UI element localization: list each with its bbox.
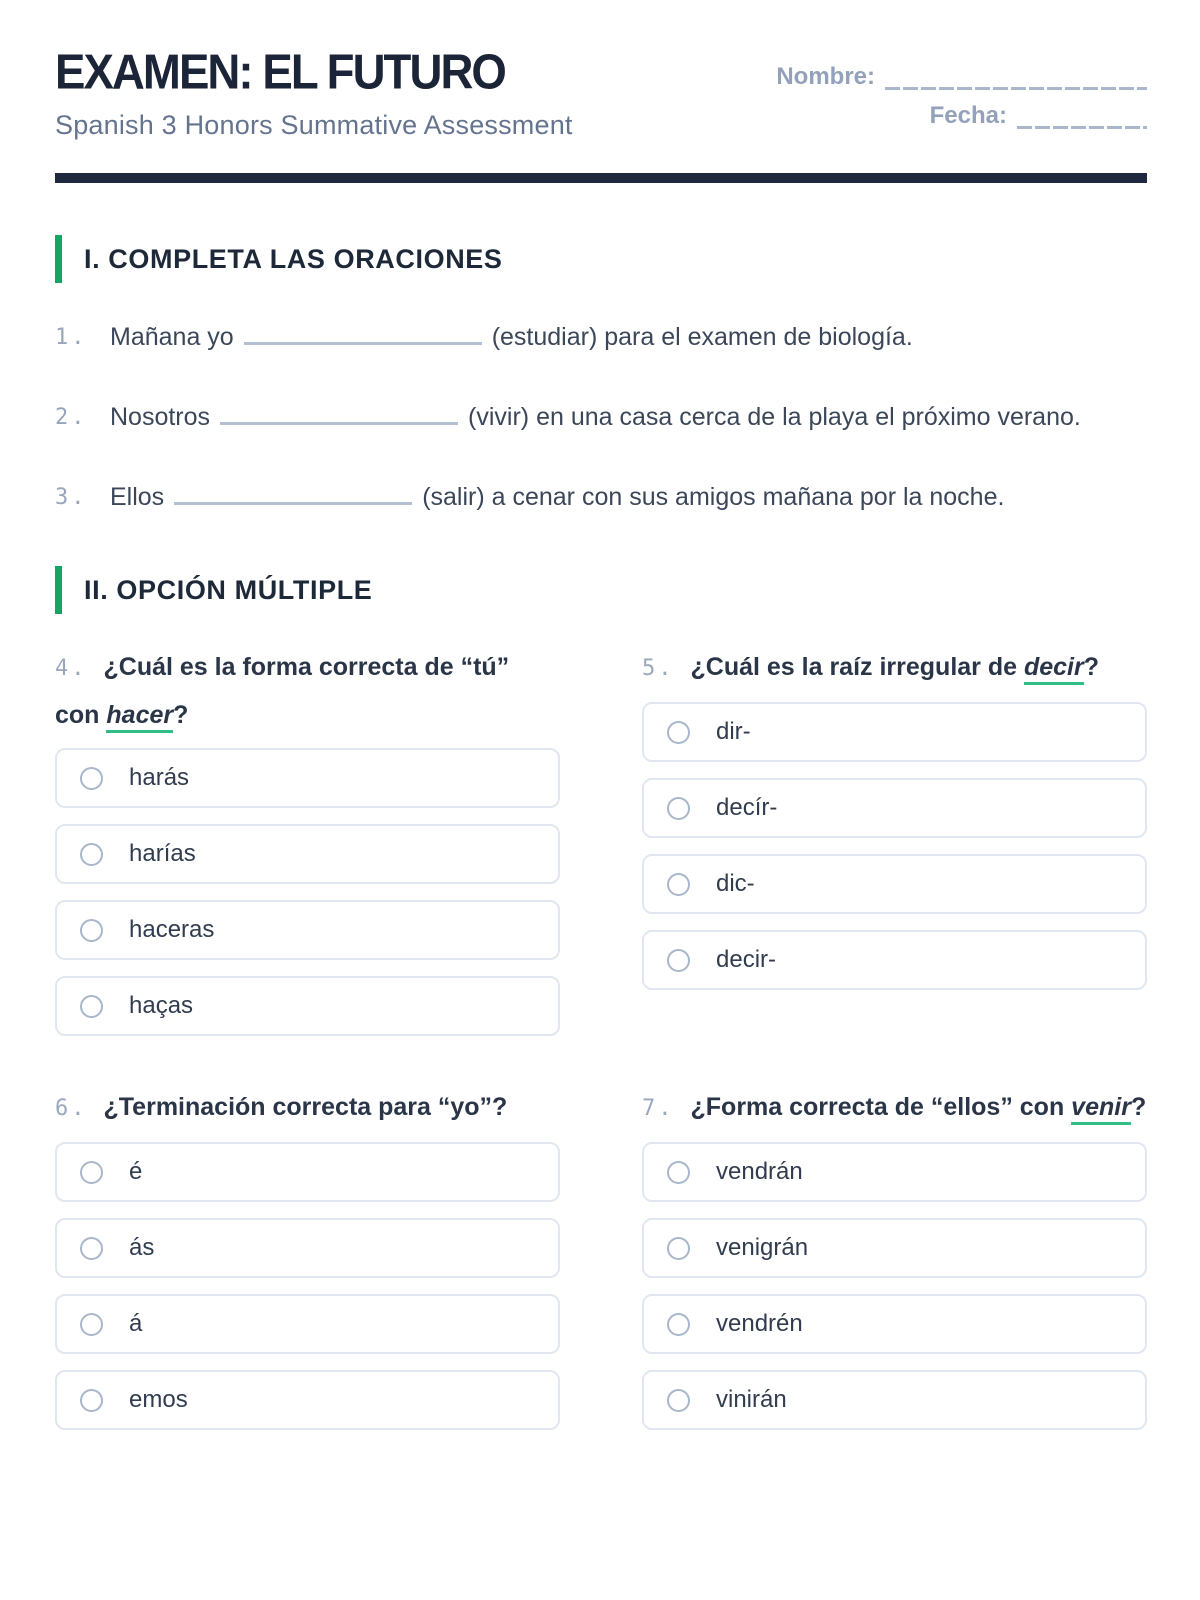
radio-icon[interactable] <box>80 919 103 942</box>
question-text-before: ¿Cuál es la raíz irregular de <box>690 653 1024 681</box>
section-accent-bar-icon <box>55 566 62 614</box>
section-accent-bar-icon <box>55 235 62 283</box>
option-row-q5-3[interactable] <box>642 930 1147 990</box>
fill-in-question <box>55 315 1147 360</box>
radio-icon[interactable] <box>80 1389 103 1412</box>
name-blank-line[interactable] <box>885 66 1147 90</box>
question-text-before: ¿Terminación correcta para “yo”? <box>103 1093 508 1121</box>
name-field-row <box>772 64 1147 90</box>
radio-icon[interactable] <box>667 1161 690 1184</box>
option-row-q7-2[interactable] <box>642 1294 1147 1354</box>
option-row-q6-1[interactable] <box>55 1218 560 1278</box>
name-label: Nombre: <box>776 63 875 90</box>
option-row-q6-2[interactable] <box>55 1294 560 1354</box>
header-fields <box>772 46 1147 129</box>
question-number: 7. <box>642 1096 675 1121</box>
section-title: I. COMPLETA LAS ORACIONES <box>84 243 503 274</box>
option-label: decir- <box>716 946 777 973</box>
radio-icon[interactable] <box>667 1389 690 1412</box>
mc-question <box>642 644 1147 1036</box>
multiple-choice-grid <box>55 644 1147 1430</box>
section-heading-opcion-multiple <box>55 566 1147 614</box>
date-blank-line[interactable] <box>1017 105 1147 129</box>
option-row-q5-1[interactable] <box>642 778 1147 838</box>
option-row-q4-2[interactable] <box>55 900 560 960</box>
question-number: 3. <box>55 485 88 510</box>
option-row-q7-3[interactable] <box>642 1370 1147 1430</box>
section-heading-completa <box>55 235 1147 283</box>
fill-in-question <box>55 395 1147 440</box>
option-row-q4-1[interactable] <box>55 824 560 884</box>
question-number: 5. <box>642 656 675 681</box>
fill-in-question-list <box>55 315 1147 520</box>
question-number: 6. <box>55 1096 88 1121</box>
mc-question-heading <box>55 644 560 738</box>
option-label: emos <box>129 1386 188 1413</box>
question-verb: venir <box>1071 1093 1131 1125</box>
option-row-q4-3[interactable] <box>55 976 560 1036</box>
radio-icon[interactable] <box>80 1161 103 1184</box>
radio-icon[interactable] <box>80 1237 103 1260</box>
option-row-q5-2[interactable] <box>642 854 1147 914</box>
option-row-q6-0[interactable] <box>55 1142 560 1202</box>
header-titles <box>55 43 573 141</box>
question-text <box>110 395 1147 440</box>
option-label: vinirán <box>716 1386 787 1413</box>
radio-icon[interactable] <box>667 797 690 820</box>
answer-blank[interactable] <box>244 342 482 345</box>
option-label: harás <box>129 764 190 791</box>
question-text-after: (salir) a cenar con sus amigos mañana por la noche. <box>422 483 1005 511</box>
question-number: 2. <box>55 405 88 430</box>
question-text-after: ? <box>1083 653 1100 681</box>
option-row-q6-3[interactable] <box>55 1370 560 1430</box>
option-label: venigrán <box>716 1234 809 1261</box>
option-row-q7-0[interactable] <box>642 1142 1147 1202</box>
question-text-after: (vivir) en una casa cerca de la playa el próximo verano. <box>468 403 1081 431</box>
question-text-after: ? <box>1130 1093 1147 1121</box>
question-text-before: Ellos <box>110 483 165 511</box>
option-row-q5-0[interactable] <box>642 702 1147 762</box>
mc-question <box>55 1084 560 1430</box>
question-text <box>110 315 1147 360</box>
option-label: á <box>129 1310 143 1337</box>
radio-icon[interactable] <box>80 995 103 1018</box>
radio-icon[interactable] <box>667 949 690 972</box>
option-label: harías <box>129 840 196 867</box>
option-label: decír- <box>716 794 778 821</box>
section-title: II. OPCIÓN MÚLTIPLE <box>84 574 373 605</box>
option-label: dir- <box>716 718 751 745</box>
option-label: haceras <box>129 916 215 943</box>
mc-question-heading <box>55 1084 560 1132</box>
radio-icon[interactable] <box>80 1313 103 1336</box>
date-label: Fecha: <box>929 102 1007 129</box>
option-label: haças <box>129 992 194 1019</box>
header-divider <box>55 173 1147 183</box>
question-number: 4. <box>55 656 88 681</box>
mc-question-heading <box>642 1084 1147 1132</box>
date-field-row <box>772 103 1147 129</box>
option-label: ás <box>129 1234 155 1261</box>
question-verb: decir <box>1024 653 1084 685</box>
radio-icon[interactable] <box>80 767 103 790</box>
option-row-q4-0[interactable] <box>55 748 560 808</box>
option-row-q7-1[interactable] <box>642 1218 1147 1278</box>
answer-blank[interactable] <box>174 502 412 505</box>
question-text-after: (estudiar) para el examen de biología. <box>491 323 913 351</box>
question-text-after: ? <box>173 701 189 729</box>
options-list <box>55 748 560 1036</box>
radio-icon[interactable] <box>667 873 690 896</box>
page-header <box>55 43 1147 141</box>
fill-in-question <box>55 475 1147 520</box>
option-label: vendrén <box>716 1310 803 1337</box>
options-list <box>55 1142 560 1430</box>
radio-icon[interactable] <box>80 843 103 866</box>
option-label: é <box>129 1158 143 1185</box>
option-label: dic- <box>716 870 755 897</box>
page-subtitle: Spanish 3 Honors Summative Assessment <box>55 110 573 140</box>
mc-question-heading <box>642 644 1147 692</box>
question-verb: hacer <box>106 701 173 733</box>
radio-icon[interactable] <box>667 1237 690 1260</box>
mc-question <box>55 644 560 1036</box>
options-list <box>642 702 1147 990</box>
option-label: vendrán <box>716 1158 803 1185</box>
question-number: 1. <box>55 325 88 350</box>
radio-icon[interactable] <box>667 1313 690 1336</box>
question-text <box>110 475 1147 520</box>
radio-icon[interactable] <box>667 721 690 744</box>
question-text-before: ¿Cuál es la forma correcta de “tú” con <box>55 653 510 729</box>
question-text-before: Nosotros <box>110 403 211 431</box>
page-title: EXAMEN: EL FUTURO <box>55 43 505 100</box>
question-text-before: ¿Forma correcta de “ellos” con <box>690 1093 1072 1121</box>
options-list <box>642 1142 1147 1430</box>
answer-blank[interactable] <box>220 422 458 425</box>
question-text-before: Mañana yo <box>110 323 234 351</box>
mc-question <box>642 1084 1147 1430</box>
